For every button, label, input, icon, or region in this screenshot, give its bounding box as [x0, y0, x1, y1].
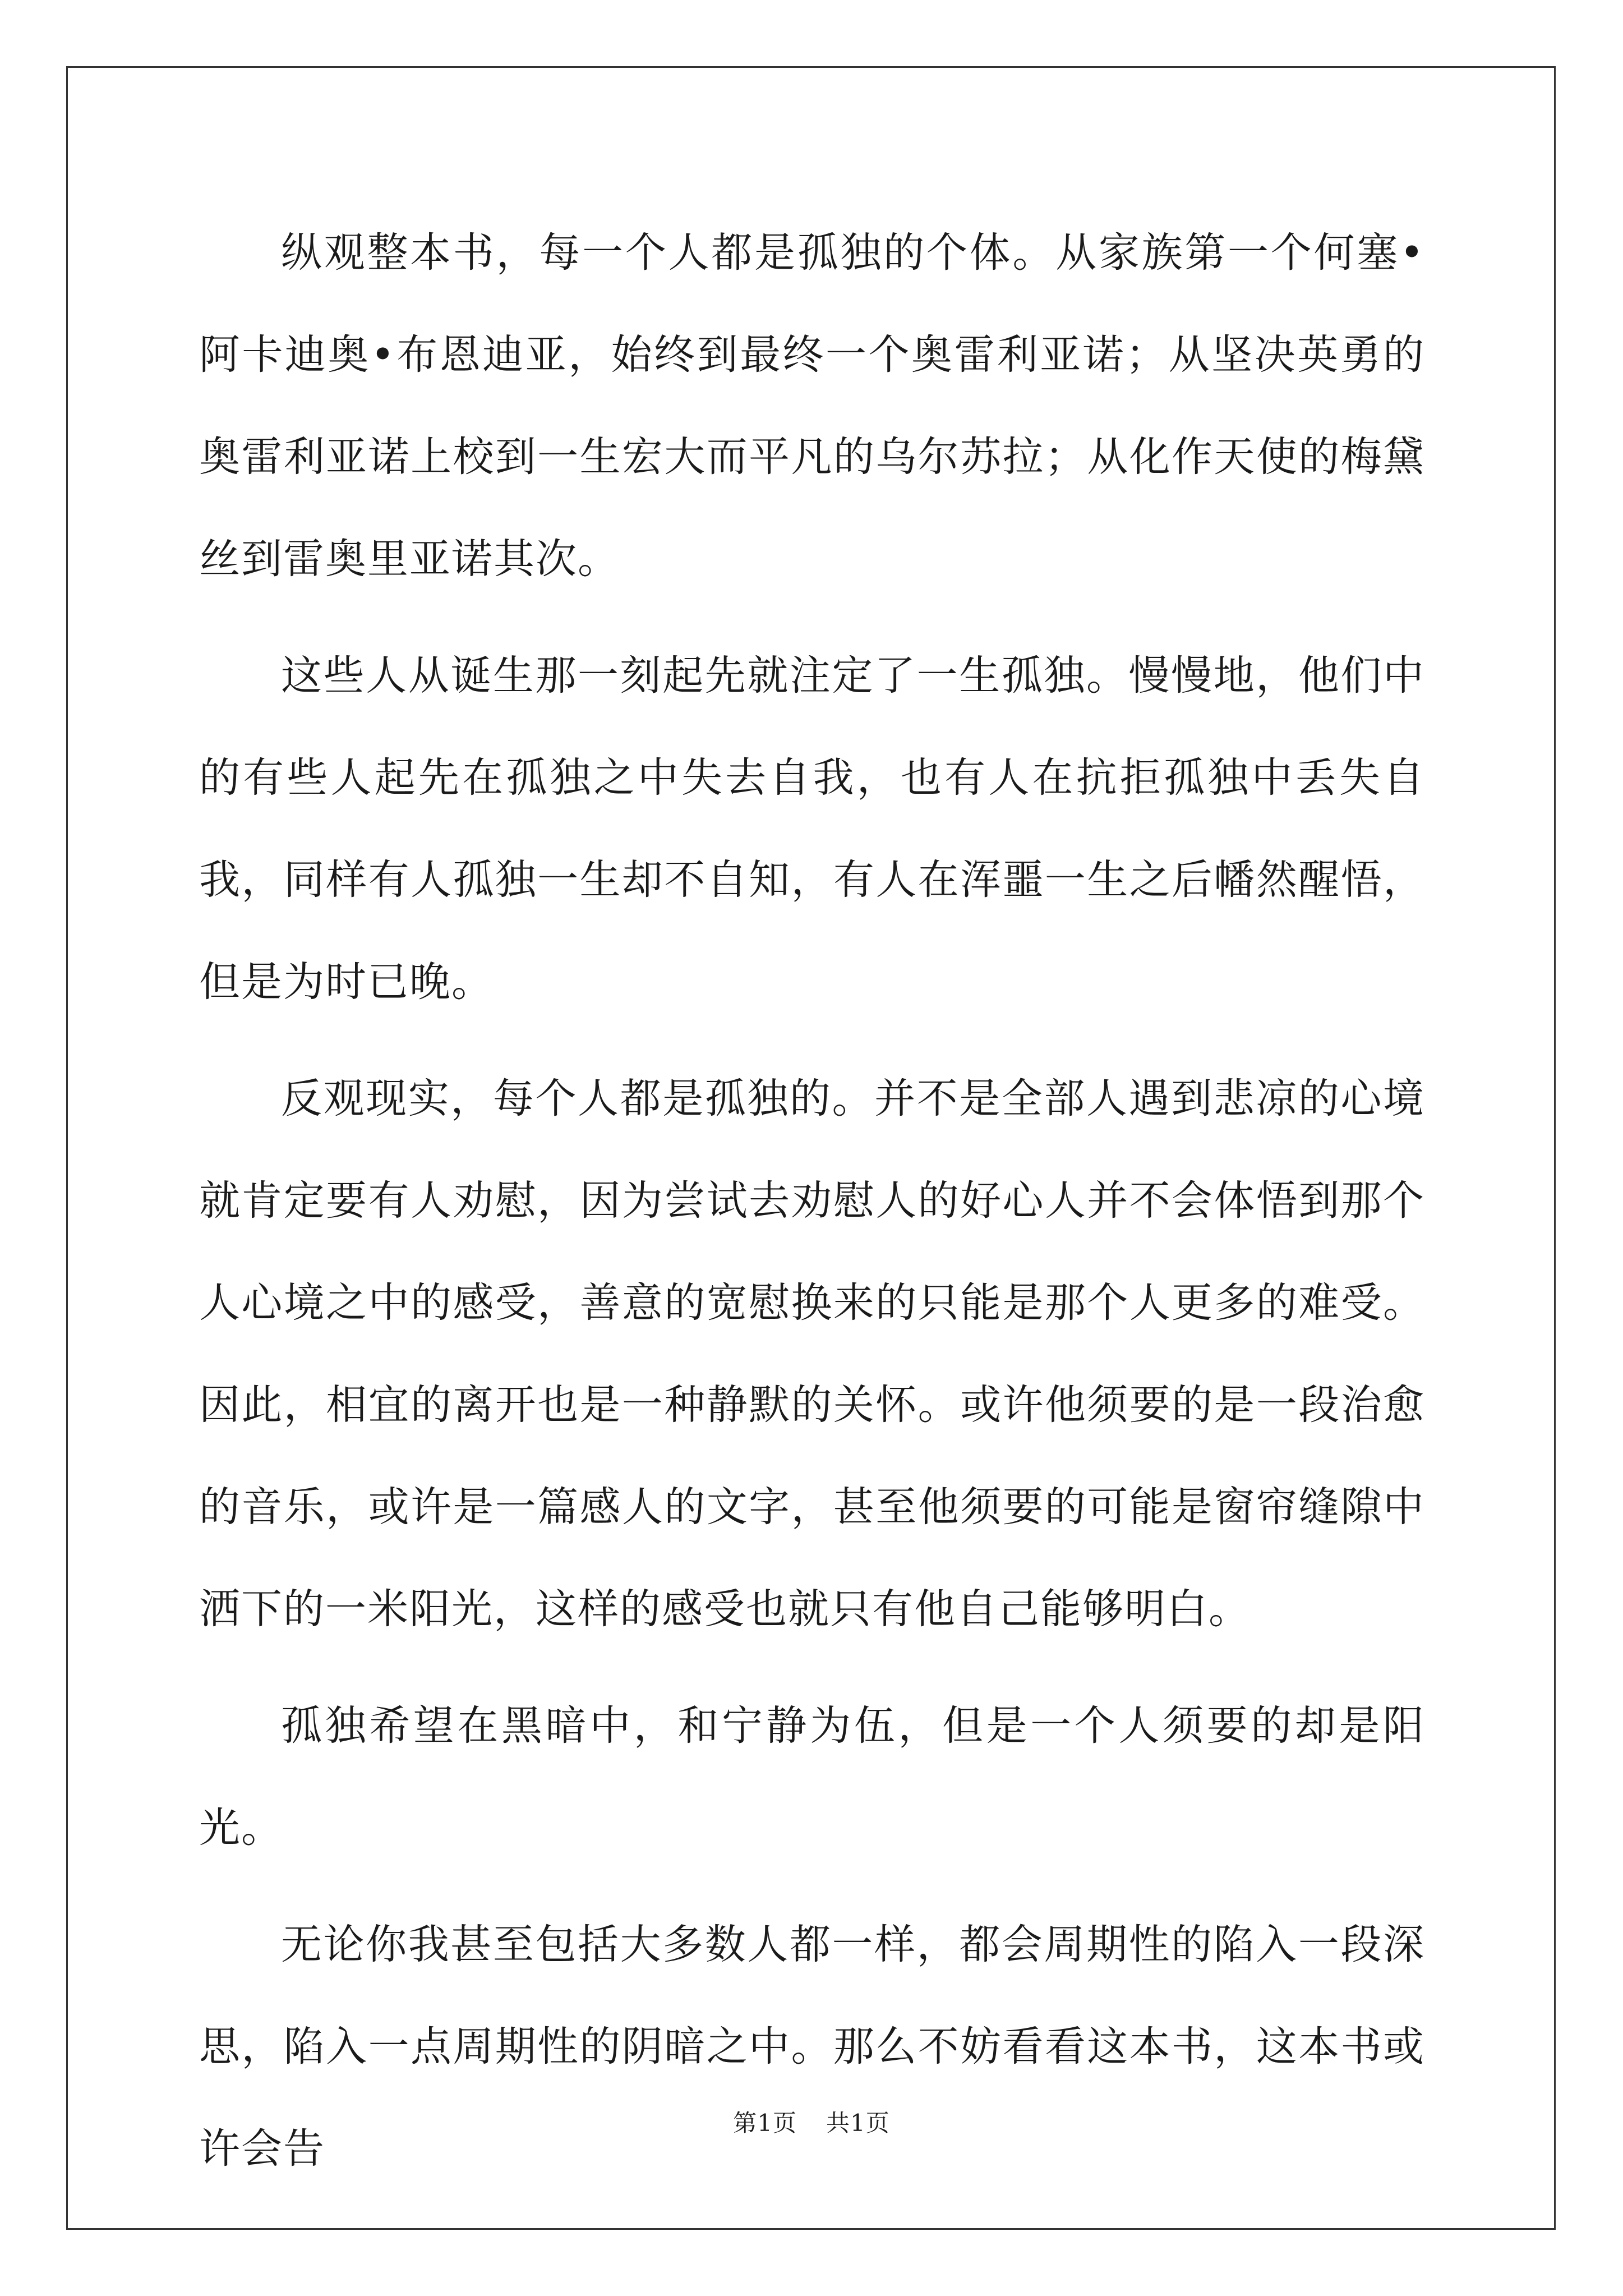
page-footer: [0, 2105, 1623, 2138]
paragraph: 无论你我甚至包括大多数人都一样，都会周期性的陷入一段深思，陷入一点周期性的阴暗之中。那么不妨看看这本书，这本书或许会告: [199, 1921, 1425, 2173]
document-body: [199, 202, 1425, 2215]
page-number-current: 第1页: [733, 2109, 797, 2137]
paragraph: 这些人从诞生那一刻起先就注定了一生孤独。慢慢地，他们中的有些人起先在孤独之中失去自我，也有人在抗拒孤独中丢失自我，同样有人孤独一生却不自知，有人在浑噩一生之后幡然醒悟，但是为时已晚。: [199, 652, 1425, 1006]
paragraph: 反观现实，每个人都是孤独的。并不是全部人遇到悲凉的心境就肯定要有人劝慰，因为尝试去劝慰人的好心人并不会体悟到那个人心境之中的感受，善意的宽慰换来的只能是那个人更多的难受。因此，相宜的离开也是一种静默的关怀。或许他须要的是一段治愈的音乐，或许是一篇感人的文字，甚至他须要的可能是窗帘缝隙中洒下的一米阳光，这样的感受也就只有他自己能够明白。: [199, 1075, 1425, 1633]
paragraph: 纵观整本书，每一个人都是孤独的个体。从家族第一个何塞•阿卡迪奥•布恩迪亚，始终到最终一个奥雷利亚诺；从坚决英勇的奥雷利亚诺上校到一生宏大而平凡的乌尔苏拉；从化作天使的梅黛丝到雷奥里亚诺其次。: [199, 229, 1425, 583]
page-number-total: 共1页: [826, 2109, 890, 2137]
paragraph: 孤独希望在黑暗中，和宁静为伍，但是一个人须要的却是阳光。: [199, 1702, 1425, 1852]
